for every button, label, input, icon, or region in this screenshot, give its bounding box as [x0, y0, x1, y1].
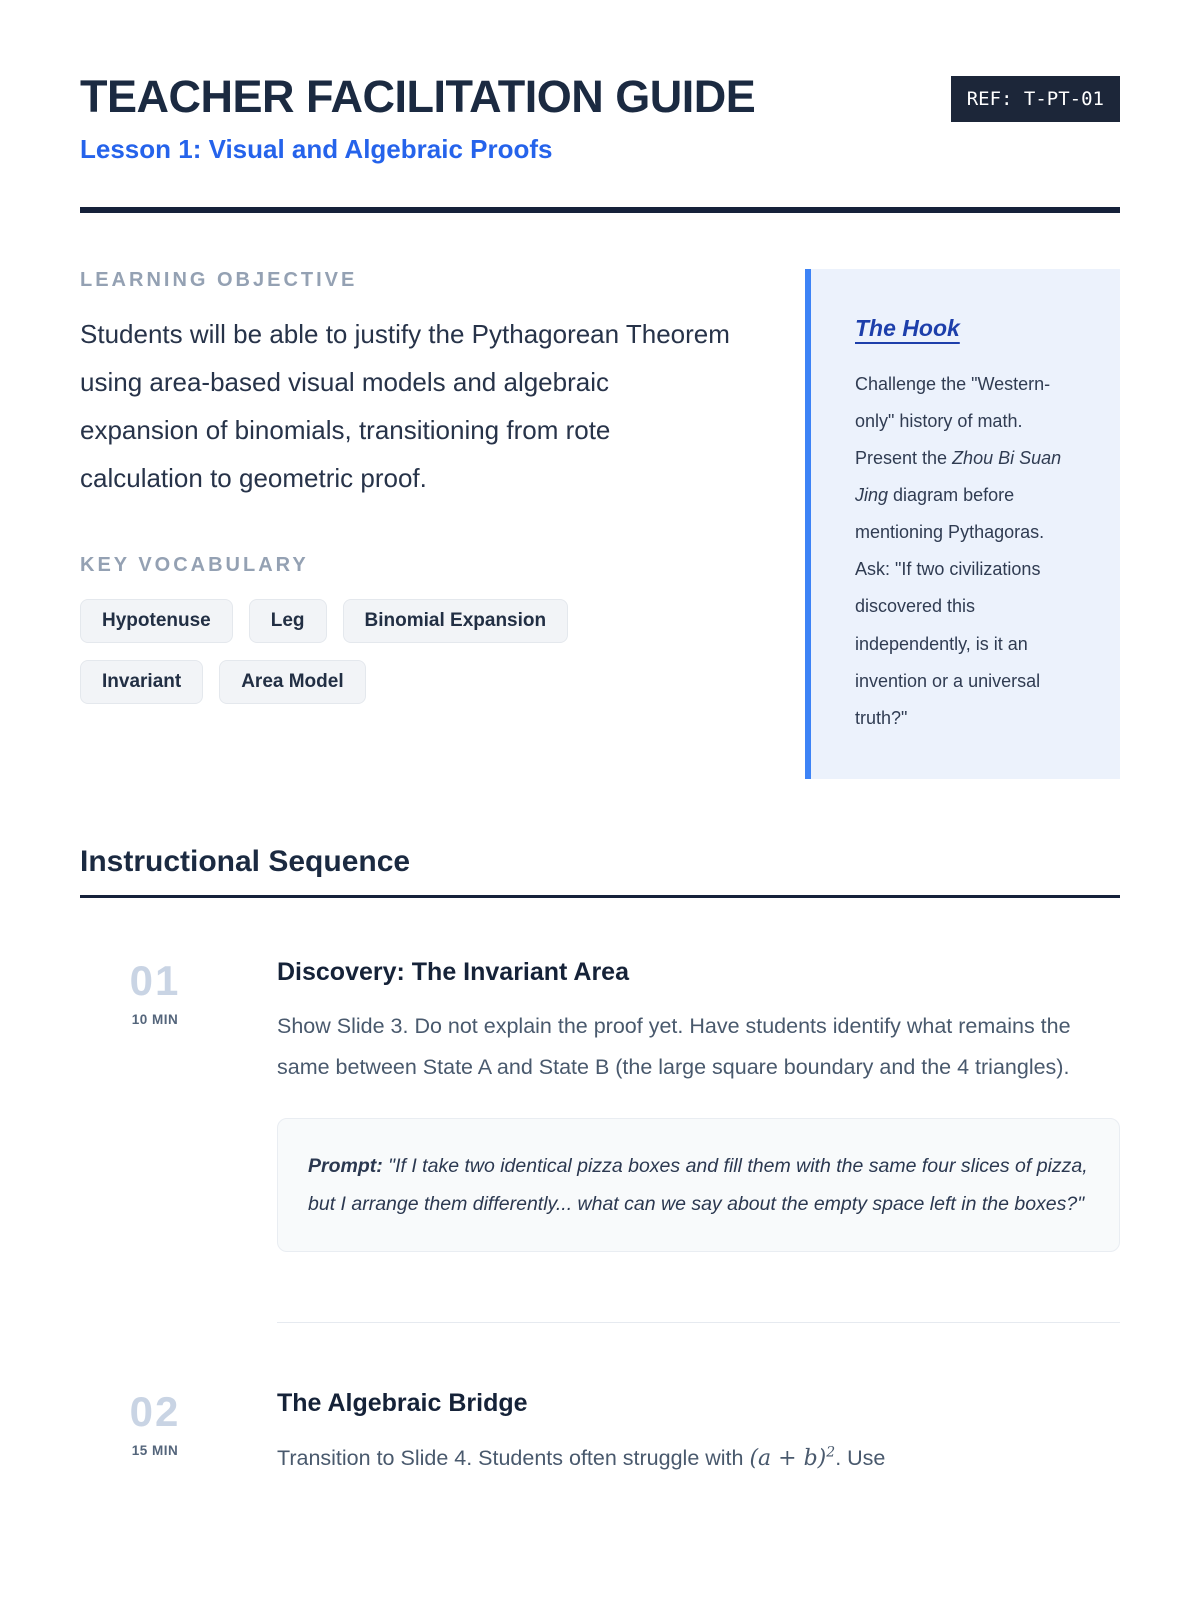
- step-02-duration: 15 MIN: [131, 1443, 179, 1458]
- step-02-content: [277, 1387, 1120, 1479]
- binomial-formula: [749, 1446, 835, 1471]
- step-01: [80, 956, 1120, 1252]
- vocabulary-chip: Binomial Expansion: [343, 599, 569, 643]
- lesson-subtitle: Lesson 1: Visual and Algebraic Proofs: [80, 134, 553, 164]
- header-divider: [80, 207, 1120, 213]
- step-01-duration: 10 MIN: [131, 1011, 179, 1027]
- step-02-title: The Algebraic Bridge: [277, 1389, 528, 1417]
- step-02: [80, 1387, 1120, 1479]
- page-title: TEACHER FACILITATION GUIDE: [80, 71, 756, 122]
- objective-column: [80, 269, 733, 779]
- step-01-meta: [80, 956, 230, 1252]
- step-list: [80, 956, 1120, 1480]
- objective-text: Students will be able to justify the Pythagorean Theorem using area-based visual models and algebraic expansion of binomials, transitioning from rote calculation to geometric proof.: [80, 319, 730, 494]
- hook-body-pre: Challenge the "Western-only" history of math. Present the: [855, 374, 1051, 469]
- prompt-text: "If I take two identical pizza boxes and fill them with the same four slices of pizza, but I arrange them differently... what can we say about the empty space left in the boxes?": [308, 1154, 1088, 1215]
- formula-base: (a + b): [749, 1445, 827, 1471]
- vocabulary-chip: Hypotenuse: [80, 599, 233, 643]
- step-01-title: Discovery: The Invariant Area: [277, 957, 629, 986]
- step-02-body-pre: Transition to Slide 4. Students often struggle with: [277, 1445, 750, 1470]
- step-02-number: 02: [129, 1388, 181, 1435]
- step-02-body-post: . Use: [835, 1445, 886, 1470]
- formula-exponent: 2: [826, 1444, 836, 1461]
- vocabulary-chip: Invariant: [80, 660, 203, 704]
- step-01-content: [277, 956, 1120, 1252]
- hook-callout: [805, 269, 1120, 779]
- step-01-body: Show Slide 3. Do not explain the proof yet. Have students identify what remains the same between State A and State B (the large square boundary and the 4 triangles).: [277, 1014, 1071, 1080]
- vocabulary-label: KEY VOCABULARY: [80, 554, 309, 577]
- step-02-body: [277, 1438, 1120, 1480]
- vocabulary-chip: Leg: [249, 599, 327, 643]
- reference-badge: REF: T-PT-01: [951, 76, 1120, 122]
- hook-body: [855, 366, 1080, 737]
- hook-body-post: diagram before mentioning Pythagoras. Ask: "If two civilizations discovered this independently, is it an invention or a universal truth?": [855, 485, 1045, 728]
- hook-body-italic: Zhou Bi Suan Jing: [855, 448, 1062, 506]
- vocabulary-chip: Area Model: [219, 660, 365, 704]
- step-01-prompt-box: [277, 1118, 1120, 1252]
- overview-section: [80, 269, 1120, 779]
- step-divider: [277, 1322, 1120, 1323]
- step-01-number: 01: [129, 956, 181, 1004]
- vocabulary-chip-list: [80, 599, 640, 704]
- objective-label: LEARNING OBJECTIVE: [80, 269, 358, 291]
- sequence-heading: Instructional Sequence: [80, 845, 1120, 898]
- document-header: [80, 72, 1120, 122]
- step-02-meta: [80, 1387, 230, 1479]
- hook-title: The Hook: [855, 315, 960, 341]
- prompt-label: Prompt:: [308, 1154, 383, 1177]
